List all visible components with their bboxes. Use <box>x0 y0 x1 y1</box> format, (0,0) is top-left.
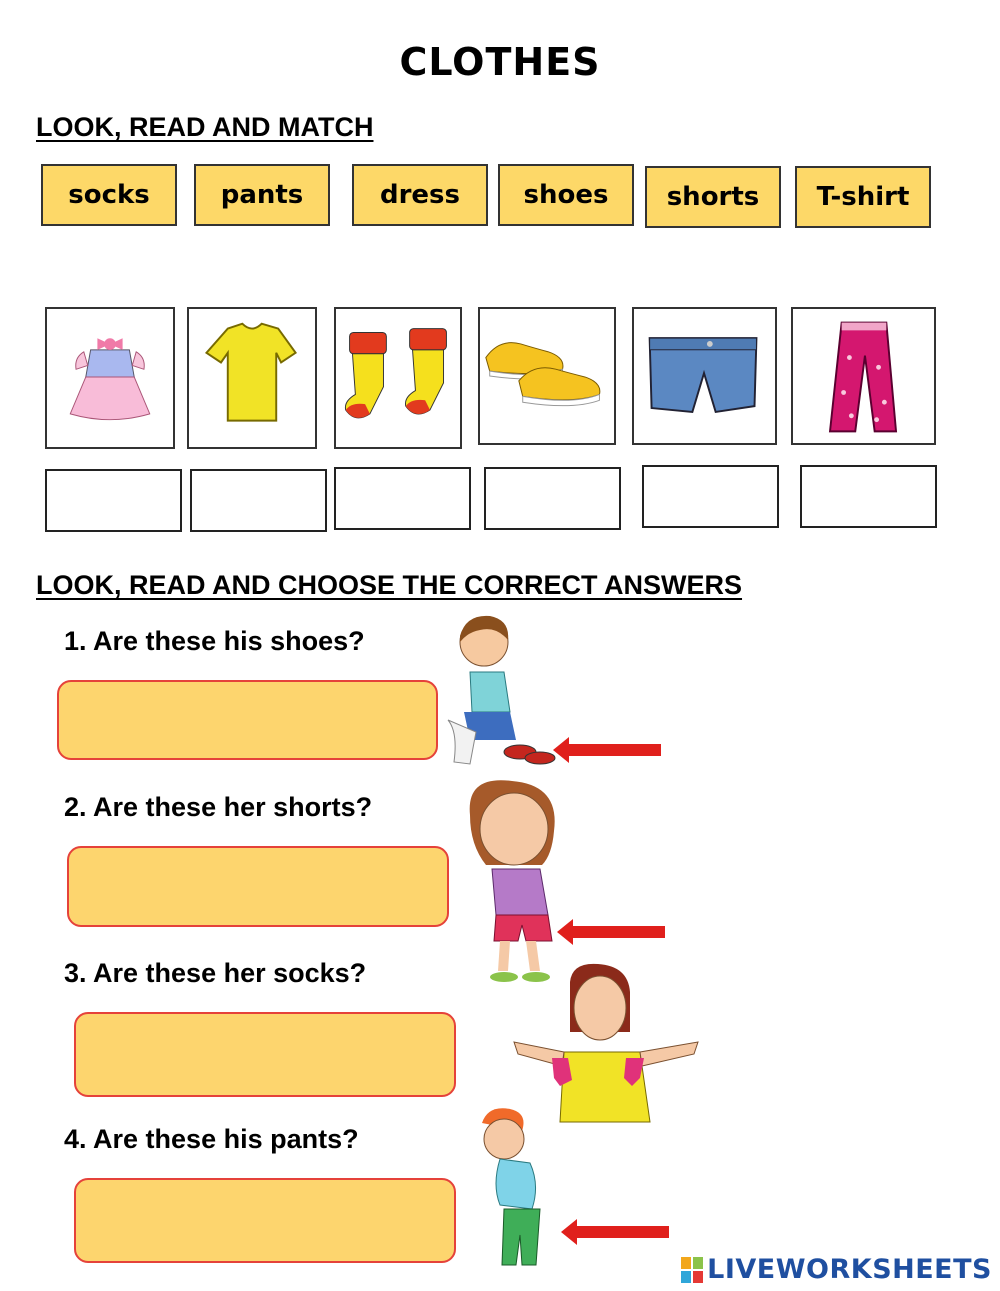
section-heading-match: LOOK, READ AND MATCH <box>36 112 374 142</box>
answer-dropdown-3[interactable] <box>74 1012 456 1097</box>
word-card-pants[interactable]: pants <box>194 164 330 226</box>
match-answer-box-4[interactable] <box>484 467 621 530</box>
page-title: CLOTHES <box>399 40 601 84</box>
socks-icon <box>336 309 460 447</box>
liveworksheets-logo <box>681 1254 992 1285</box>
pants-icon <box>793 309 934 443</box>
section-heading-choose: LOOK, READ AND CHOOSE THE CORRECT ANSWERS <box>36 570 743 600</box>
socks-picture <box>334 307 462 449</box>
word-card-dress[interactable]: dress <box>352 164 488 226</box>
question-3-number: 3. <box>64 958 87 988</box>
answer-dropdown-1[interactable] <box>57 680 438 760</box>
boy-shoes-illustration <box>440 612 570 777</box>
question-4-number: 4. <box>64 1124 87 1154</box>
t-shirt-icon <box>189 309 315 447</box>
boy-pants-icon <box>470 1105 565 1270</box>
question-2-text: Are these her shorts? <box>93 792 373 822</box>
girl-socks-icon <box>510 962 702 1127</box>
word-card-shorts[interactable]: shorts <box>645 166 781 228</box>
logo-grid-icon <box>681 1257 703 1283</box>
t-shirt-picture <box>187 307 317 449</box>
arrow-4 <box>575 1226 669 1238</box>
dress-icon <box>47 309 173 447</box>
shoes-picture <box>478 307 616 445</box>
boy-icon <box>440 612 570 777</box>
question-2-number: 2. <box>64 792 87 822</box>
answer-dropdown-4[interactable] <box>74 1178 456 1263</box>
question-1-number: 1. <box>64 626 87 656</box>
question-3-text: Are these her socks? <box>93 958 367 988</box>
question-1 <box>64 626 365 657</box>
girl-icon <box>456 775 576 990</box>
word-card-socks[interactable]: socks <box>41 164 177 226</box>
question-1-text: Are these his shoes? <box>93 626 365 656</box>
logo-text: LIVEWORKSHEETS <box>707 1254 992 1285</box>
word-card-t-shirt[interactable]: T-shirt <box>795 166 931 228</box>
arrow-2 <box>571 926 665 938</box>
answer-dropdown-2[interactable] <box>67 846 449 927</box>
girl-socks-illustration <box>510 962 702 1127</box>
pants-picture <box>791 307 936 445</box>
shorts-picture <box>632 307 777 445</box>
arrow-1 <box>567 744 661 756</box>
boy-pants-illustration <box>470 1105 565 1270</box>
word-card-shoes[interactable]: shoes <box>498 164 634 226</box>
dress-picture <box>45 307 175 449</box>
question-4-text: Are these his pants? <box>93 1124 359 1154</box>
match-answer-box-3[interactable] <box>334 467 471 530</box>
match-answer-box-1[interactable] <box>45 469 182 532</box>
question-3 <box>64 958 366 989</box>
question-4 <box>64 1124 359 1155</box>
girl-shorts-illustration <box>456 775 576 990</box>
match-answer-box-5[interactable] <box>642 465 779 528</box>
question-2 <box>64 792 372 823</box>
shorts-icon <box>634 309 775 443</box>
match-answer-box-2[interactable] <box>190 469 327 532</box>
match-answer-box-6[interactable] <box>800 465 937 528</box>
shoes-icon <box>480 309 614 443</box>
